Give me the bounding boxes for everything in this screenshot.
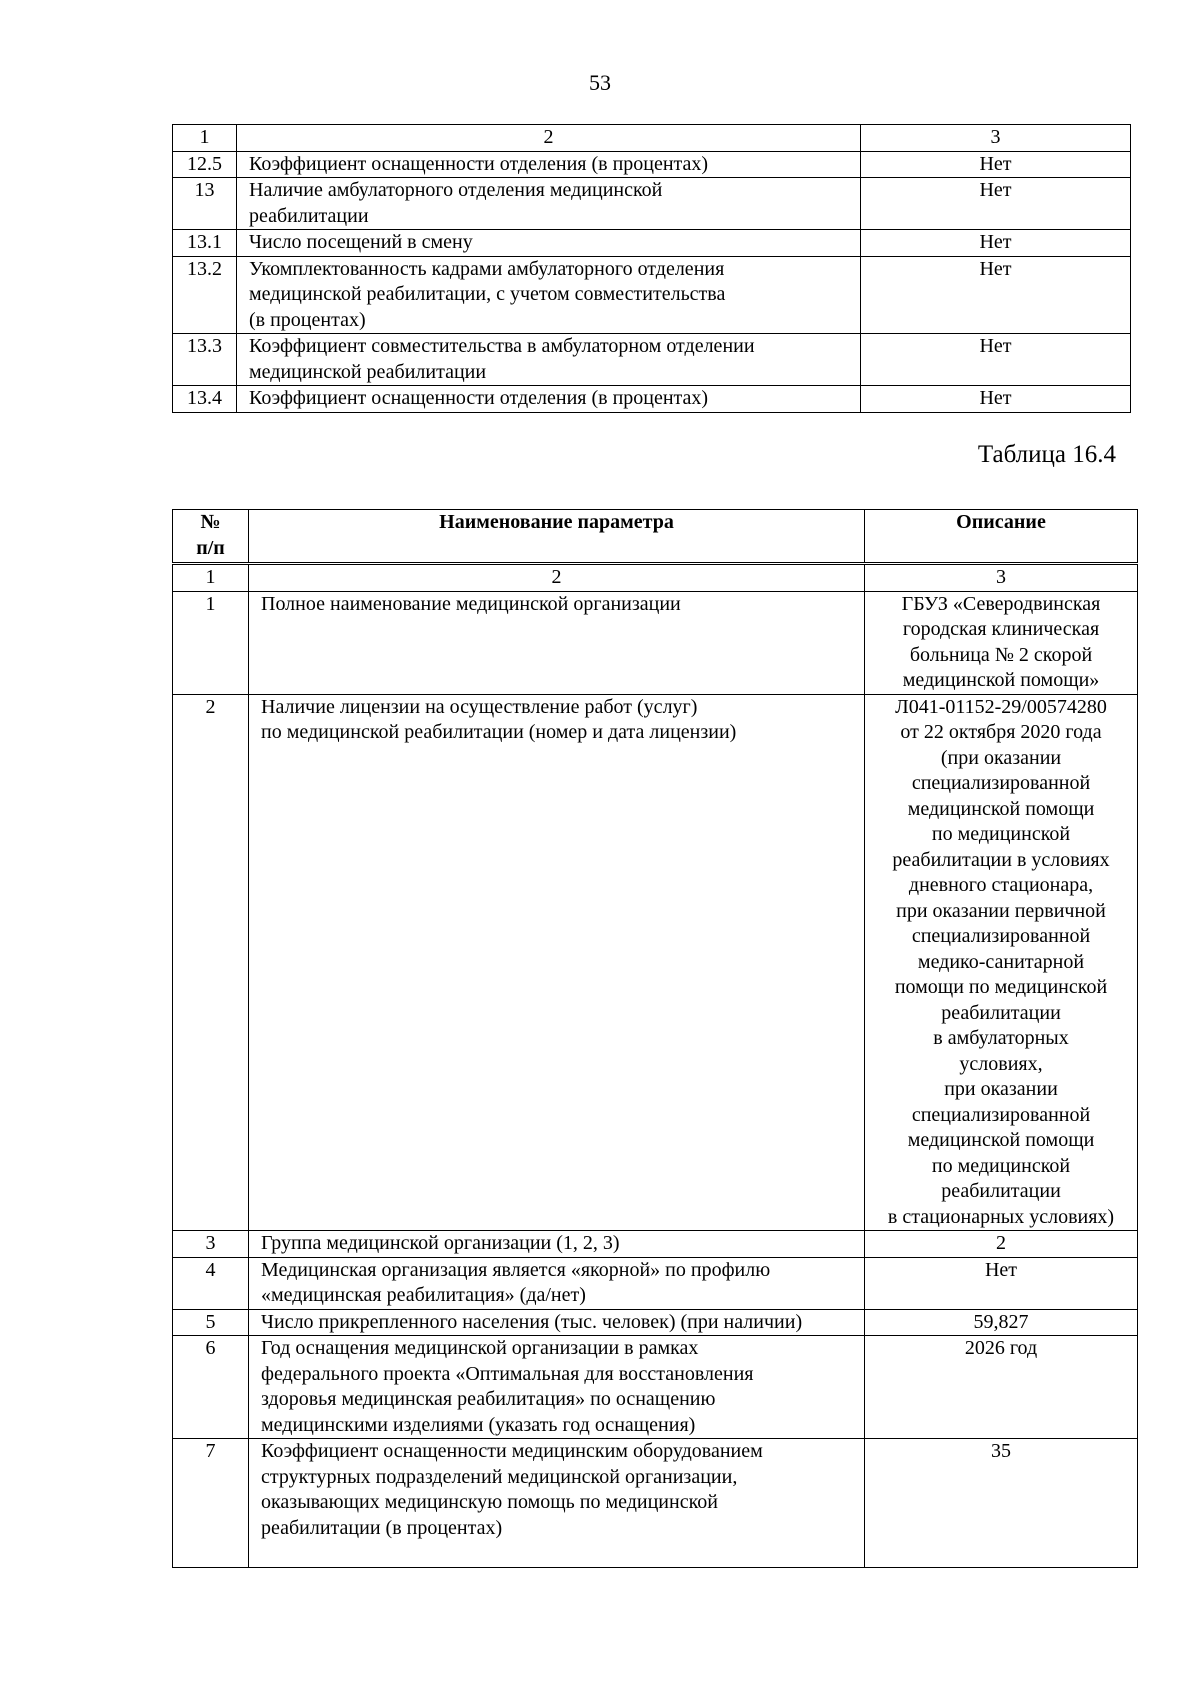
row-value: Нет bbox=[865, 1257, 1138, 1309]
row-value: Нет bbox=[861, 334, 1131, 386]
index-cell: 3 bbox=[865, 564, 1138, 592]
row-value: Нет bbox=[861, 178, 1131, 230]
column-head-number: № п/п bbox=[173, 510, 249, 564]
row-parameter: Коэффициент совместительства в амбулаторном отделении медицинской реабилитации bbox=[237, 334, 861, 386]
page-number: 53 bbox=[589, 70, 611, 95]
header-cell: 3 bbox=[861, 125, 1131, 152]
table-index-row bbox=[173, 564, 1138, 592]
row-value: 59,827 bbox=[865, 1309, 1138, 1336]
row-number: 13.1 bbox=[173, 230, 237, 257]
continuation-table bbox=[172, 124, 1131, 413]
table-row bbox=[173, 386, 1131, 413]
table-row bbox=[173, 334, 1131, 386]
table-row bbox=[173, 230, 1131, 257]
row-parameter: Укомплектованность кадрами амбулаторного отделения медицинской реабилитации, с учетом совместительства (в процентах) bbox=[237, 256, 861, 334]
row-number: 5 bbox=[173, 1309, 249, 1336]
table-header-row bbox=[173, 125, 1131, 152]
row-value: ГБУЗ «Северодвинская городская клиническая больница № 2 скорой медицинской помощи» bbox=[865, 591, 1138, 694]
row-parameter: Коэффициент оснащенности отделения (в процентах) bbox=[237, 151, 861, 178]
table-caption: Таблица 16.4 bbox=[977, 441, 1116, 468]
row-value: Нет bbox=[861, 386, 1131, 413]
row-value: 2 bbox=[865, 1231, 1138, 1258]
row-number: 4 bbox=[173, 1257, 249, 1309]
row-parameter: Коэффициент оснащенности отделения (в процентах) bbox=[237, 386, 861, 413]
row-value: 2026 год bbox=[865, 1336, 1138, 1439]
row-value: Нет bbox=[861, 230, 1131, 257]
row-number: 13.4 bbox=[173, 386, 237, 413]
table-head-row bbox=[173, 510, 1138, 564]
table-row bbox=[173, 591, 1138, 694]
table-row bbox=[173, 694, 1138, 1231]
table-row bbox=[173, 151, 1131, 178]
row-number: 3 bbox=[173, 1231, 249, 1258]
table-row bbox=[173, 1257, 1138, 1309]
row-parameter: Число прикрепленного населения (тыс. человек) (при наличии) bbox=[249, 1309, 865, 1336]
row-value: Нет bbox=[861, 151, 1131, 178]
row-number: 1 bbox=[173, 591, 249, 694]
row-number: 13.2 bbox=[173, 256, 237, 334]
row-parameter: Число посещений в смену bbox=[237, 230, 861, 257]
row-parameter: Медицинская организация является «якорной» по профилю «медицинская реабилитация» (да/нет) bbox=[249, 1257, 865, 1309]
table-row bbox=[173, 178, 1131, 230]
column-head-description: Описание bbox=[865, 510, 1138, 564]
row-parameter: Полное наименование медицинской организации bbox=[249, 591, 865, 694]
row-parameter: Группа медицинской организации (1, 2, 3) bbox=[249, 1231, 865, 1258]
row-parameter: Наличие лицензии на осуществление работ (услуг) по медицинской реабилитации (номер и дата лицензии) bbox=[249, 694, 865, 1231]
table-row bbox=[173, 1231, 1138, 1258]
row-value: Л041-01152-29/00574280 от 22 октября 2020 года (при оказании специализированной медицинской помощи по медицинской реабилитации в условиях дневного стационара, при оказании первичной специализированной медико-санитарной помощи по медицинской реабилитации в амбулаторных условиях, при оказании специализированной медицинской помощи по медицинской реабилитации в стационарных условиях) bbox=[865, 694, 1138, 1231]
row-number: 12.5 bbox=[173, 151, 237, 178]
header-cell: 2 bbox=[237, 125, 861, 152]
row-number: 13 bbox=[173, 178, 237, 230]
table-row bbox=[173, 256, 1131, 334]
parameters-table bbox=[172, 509, 1138, 1568]
column-head-parameter: Наименование параметра bbox=[249, 510, 865, 564]
row-number: 2 bbox=[173, 694, 249, 1231]
index-cell: 1 bbox=[173, 564, 249, 592]
row-number: 6 bbox=[173, 1336, 249, 1439]
row-number: 13.3 bbox=[173, 334, 237, 386]
index-cell: 2 bbox=[249, 564, 865, 592]
row-number: 7 bbox=[173, 1439, 249, 1568]
table-row bbox=[173, 1309, 1138, 1336]
row-parameter: Год оснащения медицинской организации в рамках федерального проекта «Оптимальная для восстановления здоровья медицинская реабилитация» по оснащению медицинскими изделиями (указать год оснащения) bbox=[249, 1336, 865, 1439]
table-row bbox=[173, 1336, 1138, 1439]
header-cell: 1 bbox=[173, 125, 237, 152]
table-row bbox=[173, 1439, 1138, 1568]
row-parameter: Наличие амбулаторного отделения медицинской реабилитации bbox=[237, 178, 861, 230]
row-value: 35 bbox=[865, 1439, 1138, 1568]
row-value: Нет bbox=[861, 256, 1131, 334]
row-parameter: Коэффициент оснащенности медицинским оборудованием структурных подразделений медицинской организации, оказывающих медицинскую помощь по медицинской реабилитации (в процентах) bbox=[249, 1439, 865, 1568]
